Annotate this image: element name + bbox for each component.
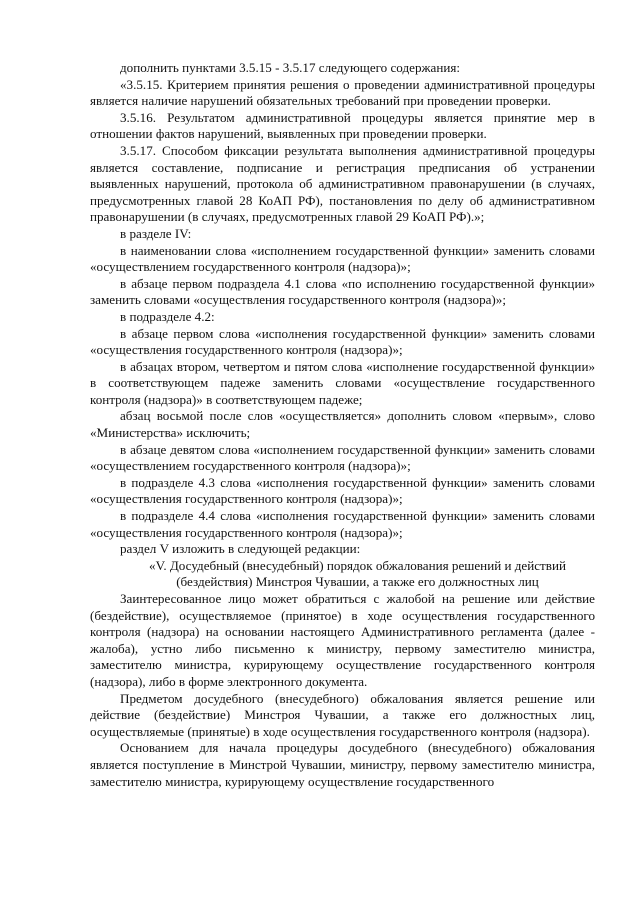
paragraph-18: Основанием для начала процедуры досудебного (внесудебного) обжалования является поступление в Минстрой Чувашии, министру, первому заместителю министра, заместителю министра, курирующему осуществление государственного <box>90 740 595 789</box>
section-heading <box>90 558 595 591</box>
paragraph-6: в наименовании слова «исполнением государственной функции» заменить словами «осуществлением государственного контроля (надзора)»; <box>90 242 595 275</box>
paragraph-14: в подразделе 4.4 слова «исполнения государственной функции» заменить словами «осуществления государственного контроля (надзора)»; <box>90 508 595 540</box>
paragraph-2: «3.5.15. Критерием принятия решения о проведении административной процедуры является наличие нарушений обязательных требований при проведении проверки. <box>90 76 595 109</box>
paragraph-9: в абзаце первом слова «исполнения государственной функции» заменить словами «осуществления государственного контроля (надзора)»; <box>90 325 595 358</box>
section-heading-line-1: «V. Досудебный (внесудебный) порядок обжалования решений и действий <box>149 557 566 573</box>
paragraph-15: раздел V изложить в следующей редакции: <box>120 541 361 557</box>
paragraph-1: дополнить пунктами 3.5.15 - 3.5.17 следующего содержания: <box>120 60 461 75</box>
paragraph-13: в подразделе 4.3 слова «исполнения государственной функции» заменить словами «осуществления государственного контроля (надзора)»; <box>90 474 595 507</box>
paragraph-3: 3.5.16. Результатом административной процедуры является принятие мер в отношении фактов нарушений, выявленных при проведении проверки. <box>90 109 595 142</box>
paragraph-4: 3.5.17. Способом фиксации результата выполнения административной процедуры является составление, подписание и регистрация предписания об устранении выявленных нарушений, протокола об административном правонарушении (в случаях, предусмотренных главой 28 КоАП РФ), постановления по делу об административном правонарушении (в случаях, предусмотренных главой 29 КоАП РФ).»; <box>90 142 595 225</box>
paragraph-5: в разделе IV: <box>120 225 192 241</box>
paragraph-7: в абзаце первом подраздела 4.1 слова «по исполнению государственной функции» заменить словами «осуществления государственного контроля (надзора)»; <box>90 275 595 308</box>
paragraph-10: в абзацах втором, четвертом и пятом слова «исполнение государственной функции» в соответствующем падеже заменить словами «осуществление государственного контроля (надзора)» в соответствующем падеже; <box>90 358 595 407</box>
paragraph-17: Предметом досудебного (внесудебного) обжалования является решение или действие (бездействие) Минстроя Чувашии, а также его должностных лиц, осуществляемые (принятые) в ходе осуществления государственного контроля (надзора). <box>90 690 595 739</box>
document-page <box>90 60 595 790</box>
paragraph-12: в абзаце девятом слова «исполнением государственной функции» заменить словами «осуществлением государственного контроля (надзора)»; <box>90 441 595 474</box>
paragraph-8: в подразделе 4.2: <box>120 308 215 324</box>
paragraph-16: Заинтересованное лицо может обратиться с жалобой на решение или действие (бездействие), осуществляемое (принятое) в ходе осуществления государственного контроля (надзора) на основании настоящего Административного регламента (далее - жалоба), устно либо письменно к министру, первому заместителю министра, заместителю министра, курирующему осуществление государственного контроля (надзора), либо в форме электронного документа. <box>90 591 595 689</box>
section-heading-line-2: (бездействия) Минстроя Чувашии, а также его должностных лиц <box>176 574 539 590</box>
paragraph-11: абзац восьмой после слов «осуществляется» дополнить словом «первым», слово «Министерства» исключить; <box>90 408 595 441</box>
